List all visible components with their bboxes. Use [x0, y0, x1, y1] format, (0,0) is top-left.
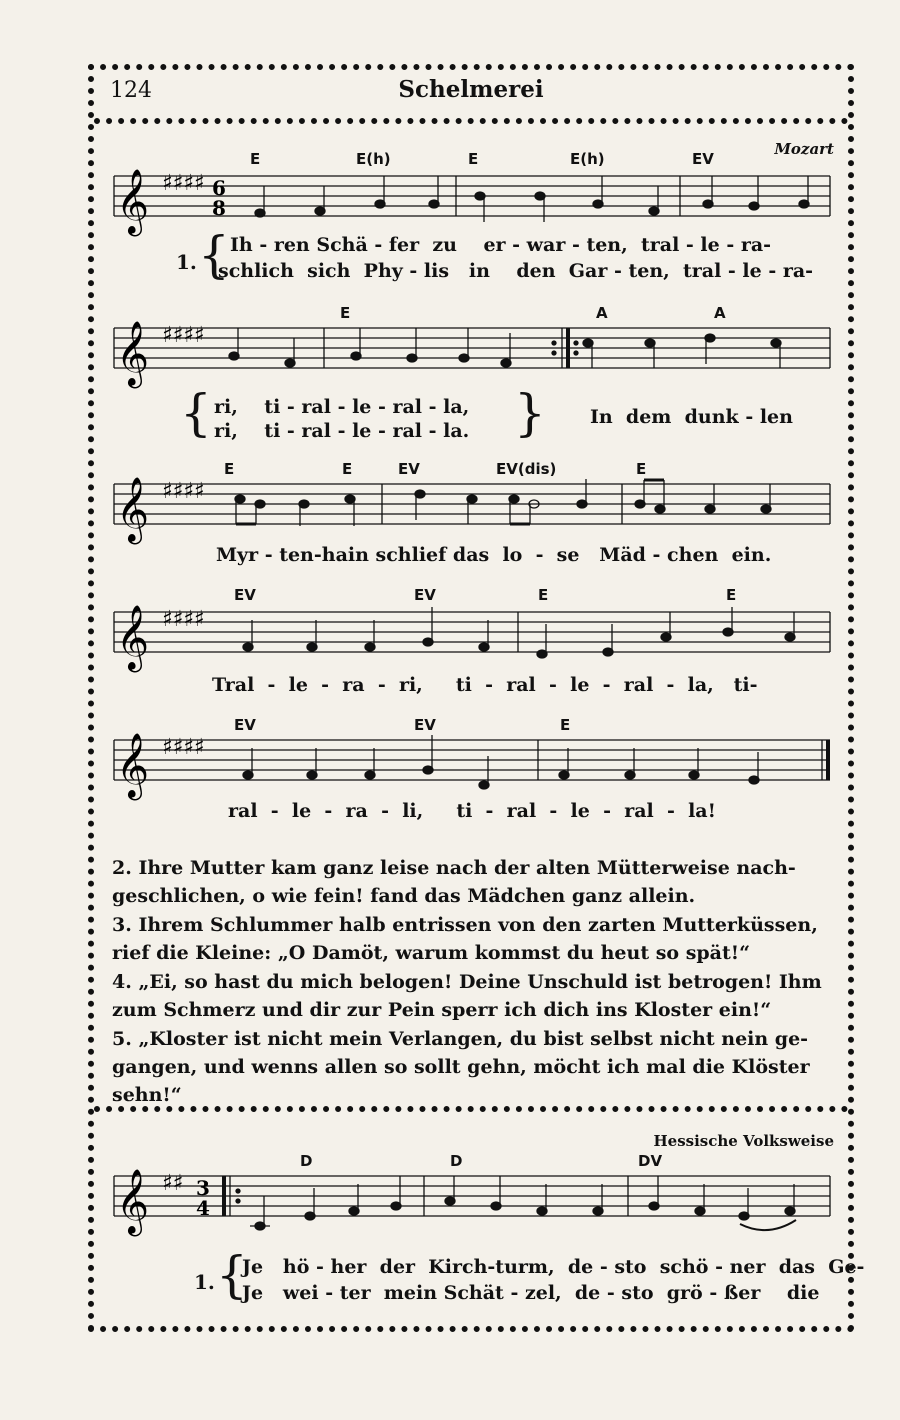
page-number: 124 — [110, 78, 152, 103]
page-title: Schelmerei — [398, 76, 544, 103]
chord: EV — [414, 716, 436, 734]
composer-hessische-volksweise: Hessische Volksweise — [653, 1132, 834, 1150]
music-staff-2 — [114, 321, 834, 386]
svg-text:𝄞: 𝄞 — [116, 169, 150, 234]
svg-text:♯♯♯♯: ♯♯♯♯ — [162, 479, 205, 504]
svg-text:♯♯♯♯: ♯♯♯♯ — [162, 607, 205, 632]
lyric-line-4: Tral - le - ra - ri, ti - ral - le - ral - la, ti- — [212, 674, 758, 696]
svg-text:𝄞: 𝄞 — [116, 321, 150, 386]
lyric-line-1a: Ih - ren Schä - fer zu er - war - ten, tral - le - ra- — [230, 234, 772, 256]
svg-text:𝄞: 𝄞 — [116, 605, 150, 670]
chord: D — [450, 1152, 463, 1170]
svg-text:𝄞: 𝄞 — [116, 733, 150, 798]
lyric-line-5: ral - le - ra - li, ti - ral - le - ral - la! — [228, 800, 716, 822]
chord: E(h) — [356, 150, 391, 168]
chord: E — [636, 460, 647, 478]
chord: EV — [234, 716, 256, 734]
song2-verse-number: 1. — [194, 1270, 215, 1294]
lyric-line-3: Myr - ten-hain schlief das lo - se Mäd - chen ein. — [216, 544, 772, 566]
chord: A — [596, 304, 608, 322]
lyric-line-2a: ri, ti - ral - le - ral - la, — [214, 396, 470, 418]
music-staff-3 — [114, 477, 834, 542]
chord: EV — [398, 460, 420, 478]
music-staff-5 — [114, 733, 834, 798]
svg-text:♯♯: ♯♯ — [162, 1171, 184, 1196]
lyric-brace: { — [198, 226, 230, 284]
song2-lyric-brace: { — [216, 1246, 248, 1304]
song2-lyric-line-a: Je hö - her der Kirch-turm, de - sto schö - ner das Ge- — [242, 1256, 865, 1278]
verse-number: 1. — [176, 250, 197, 274]
chord: E — [468, 150, 479, 168]
chord: DV — [638, 1152, 663, 1170]
chord: EV — [692, 150, 714, 168]
verse-4: 4. „Ei, so hast du mich belogen! Deine Unschuld ist betrogen! Ihm zum Schmerz und dir zur Pein sperr ich dich ins Kloster ein!“ — [112, 971, 822, 1021]
lyric-brace-2-close: { — [514, 384, 546, 442]
chord: E(h) — [570, 150, 605, 168]
svg-text:4: 4 — [196, 1196, 210, 1220]
staff-lines — [114, 169, 834, 234]
lyric-line-1b: schlich sich Phy - lis in den Gar - ten, tral - le - ra- — [218, 260, 814, 282]
lyric-brace-2: { — [180, 384, 212, 442]
song2-lyric-line-b: Je wei - ter mein Schät - zel, de - sto grö - ßer die — [242, 1282, 820, 1304]
chord: A — [714, 304, 726, 322]
verse-2: 2. Ihre Mutter kam ganz leise nach der alten Mütterweise nach-geschlichen, o wie fein! fand das Mädchen ganz allein. — [112, 857, 796, 907]
lyric-line-2b: ri, ti - ral - le - ral - la. — [214, 420, 470, 442]
page-header — [94, 70, 848, 124]
chord: E — [342, 460, 353, 478]
music-staff-4 — [114, 605, 834, 670]
lyric-line-2c: In dem dunk - len — [590, 406, 793, 428]
svg-text:3: 3 — [196, 1176, 210, 1200]
chord: EV — [414, 586, 436, 604]
section-divider — [94, 1106, 848, 1112]
chord: D — [300, 1152, 313, 1170]
chord: EV(dis) — [496, 460, 557, 478]
chord: E — [538, 586, 549, 604]
verse-3: 3. Ihrem Schlummer halb entrissen von den zarten Mutterküssen, rief die Kleine: „O Damöt, warum kommst du heut so spät!“ — [112, 914, 818, 964]
chord: E — [726, 586, 737, 604]
page-frame — [88, 64, 865, 1332]
chord: E — [250, 150, 261, 168]
chord: E — [224, 460, 235, 478]
composer-mozart: Mozart — [774, 140, 834, 158]
svg-text:𝄞: 𝄞 — [116, 477, 150, 542]
svg-text:♯♯♯♯: ♯♯♯♯ — [162, 323, 205, 348]
additional-verses — [112, 854, 844, 1110]
verse-5: 5. „Kloster ist nicht mein Verlangen, du bist selbst nicht nein ge-gangen, und wenns allen so sollt gehn, möcht ich mal die Klöster sehn!“ — [112, 1028, 810, 1106]
chord: E — [560, 716, 571, 734]
chord: E — [340, 304, 351, 322]
chord: EV — [234, 586, 256, 604]
music-staff-song2 — [114, 1169, 834, 1234]
svg-text:𝄞: 𝄞 — [116, 1169, 150, 1234]
svg-text:♯♯♯♯: ♯♯♯♯ — [162, 735, 205, 760]
svg-text:6: 6 — [212, 176, 226, 200]
music-staff-1 — [114, 169, 834, 234]
svg-text:♯♯♯♯: ♯♯♯♯ — [162, 171, 205, 196]
svg-text:8: 8 — [212, 196, 226, 220]
